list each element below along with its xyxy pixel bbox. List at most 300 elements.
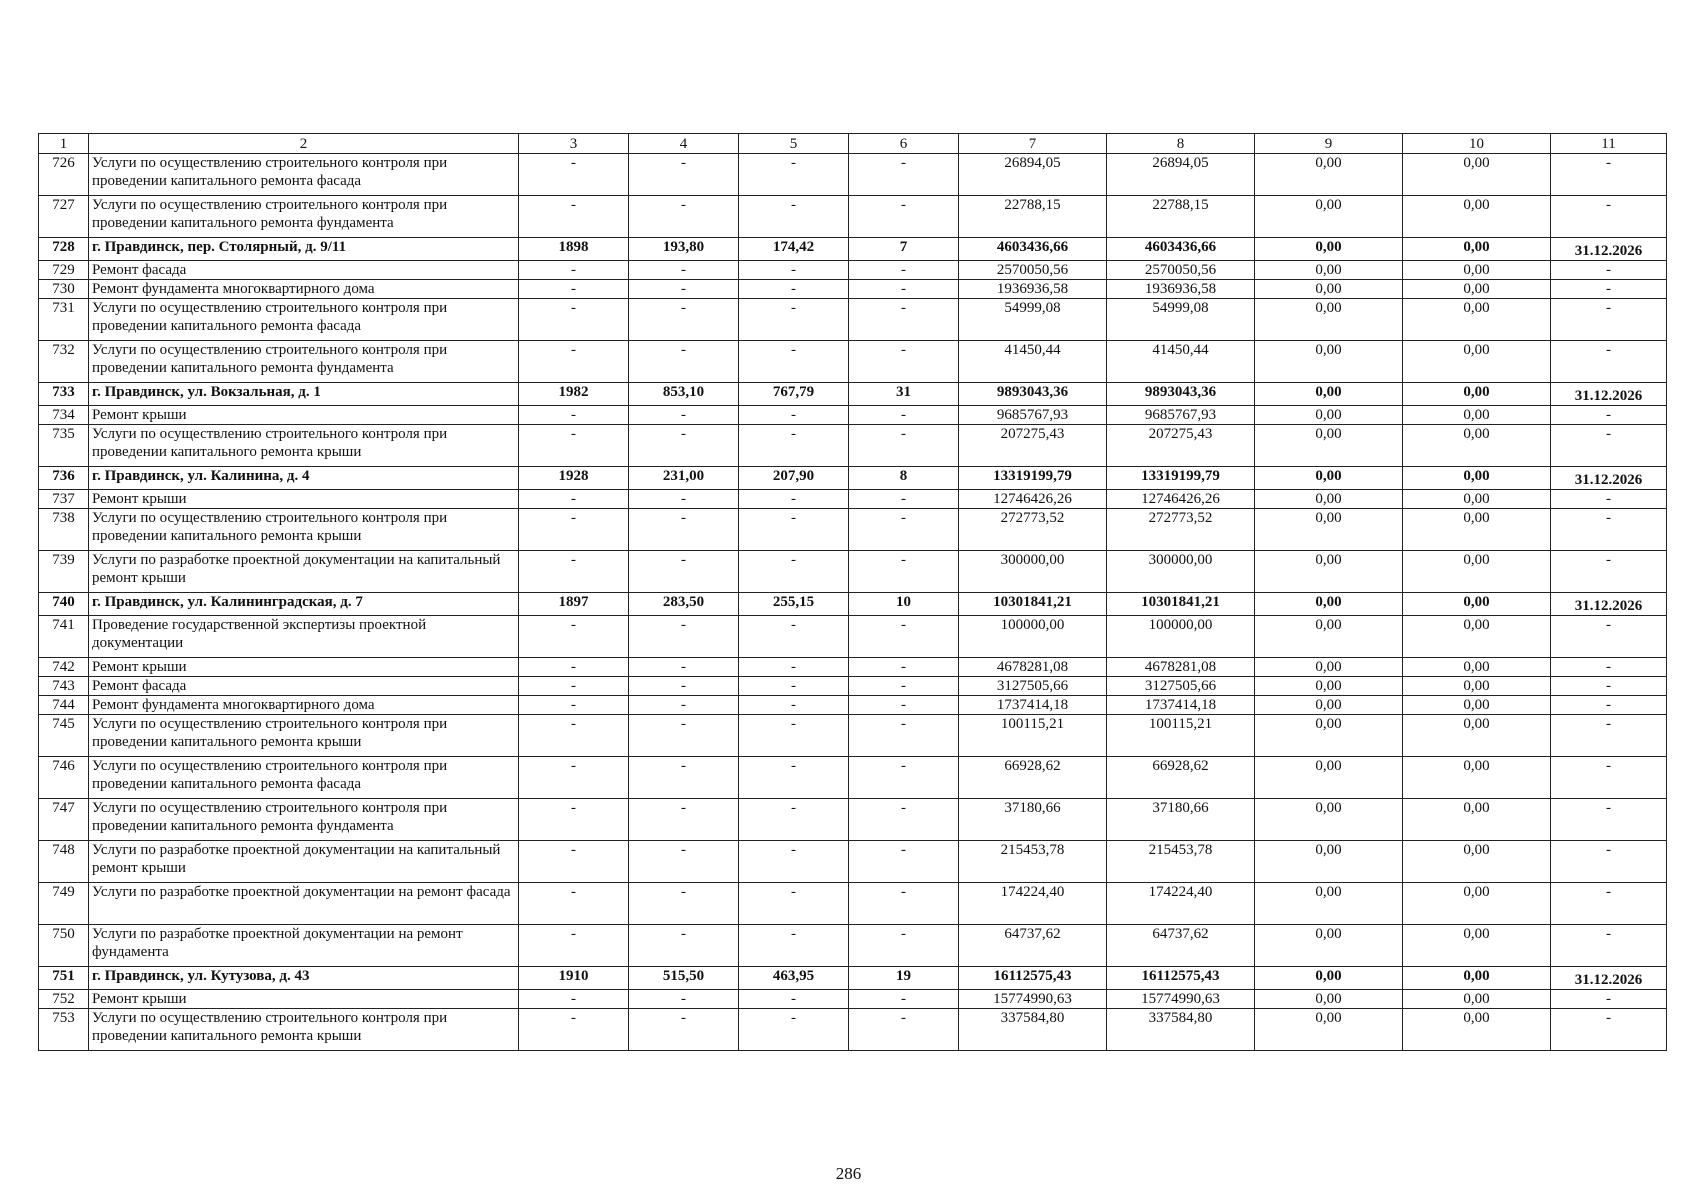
completion-date-cell: - (1551, 757, 1667, 799)
residents-count-cell: - (849, 715, 959, 757)
year-built-cell: - (519, 261, 629, 280)
fund-cost-cell: 16112575,43 (1107, 967, 1255, 990)
row-number-cell: 735 (39, 425, 89, 467)
work-item-row (39, 551, 1667, 593)
work-description-cell: Услуги по осуществлению строительного контроля при проведении капитального ремонта фасада (89, 757, 519, 799)
work-item-row (39, 925, 1667, 967)
row-number-cell: 745 (39, 715, 89, 757)
completion-date-cell: - (1551, 883, 1667, 925)
residents-count-cell: - (849, 1009, 959, 1051)
total-area-cell: - (629, 490, 739, 509)
work-description-cell: г. Правдинск, ул. Калининградская, д. 7 (89, 593, 519, 616)
fund-cost-cell: 207275,43 (1107, 425, 1255, 467)
total-cost-cell: 272773,52 (959, 509, 1107, 551)
row-number-cell: 748 (39, 841, 89, 883)
budget-cost-cell: 0,00 (1255, 841, 1403, 883)
living-area-cell: - (739, 261, 849, 280)
row-number-cell: 746 (39, 757, 89, 799)
fund-cost-cell: 2570050,56 (1107, 261, 1255, 280)
page-number: 286 (835, 1164, 862, 1183)
row-number-cell: 749 (39, 883, 89, 925)
other-cost-cell: 0,00 (1403, 196, 1551, 238)
total-area-cell: - (629, 406, 739, 425)
other-cost-cell: 0,00 (1403, 280, 1551, 299)
total-cost-cell: 64737,62 (959, 925, 1107, 967)
other-cost-cell: 0,00 (1403, 967, 1551, 990)
year-built-cell: 1898 (519, 238, 629, 261)
living-area-cell: - (739, 841, 849, 883)
other-cost-cell: 0,00 (1403, 509, 1551, 551)
work-description-cell: Ремонт фасада (89, 261, 519, 280)
total-cost-cell: 207275,43 (959, 425, 1107, 467)
residents-count-cell: 31 (849, 383, 959, 406)
total-cost-cell: 66928,62 (959, 757, 1107, 799)
total-cost-cell: 15774990,63 (959, 990, 1107, 1009)
fund-cost-cell: 100000,00 (1107, 616, 1255, 658)
year-built-cell: - (519, 841, 629, 883)
other-cost-cell: 0,00 (1403, 467, 1551, 490)
other-cost-cell: 0,00 (1403, 616, 1551, 658)
address-row (39, 383, 1667, 406)
residents-count-cell: - (849, 925, 959, 967)
total-area-cell: - (629, 154, 739, 196)
work-item-row (39, 715, 1667, 757)
work-description-cell: Услуги по разработке проектной документации на ремонт фундамента (89, 925, 519, 967)
year-built-cell: - (519, 658, 629, 677)
year-built-cell: - (519, 196, 629, 238)
total-area-cell: - (629, 261, 739, 280)
fund-cost-cell: 174224,40 (1107, 883, 1255, 925)
year-built-cell: - (519, 490, 629, 509)
work-description-cell: Услуги по осуществлению строительного контроля при проведении капитального ремонта фасада (89, 299, 519, 341)
total-cost-cell: 4603436,66 (959, 238, 1107, 261)
work-description-cell: г. Правдинск, ул. Калинина, д. 4 (89, 467, 519, 490)
year-built-cell: - (519, 990, 629, 1009)
work-description-cell: Услуги по осуществлению строительного контроля при проведении капитального ремонта крыши (89, 1009, 519, 1051)
work-description-cell: Услуги по осуществлению строительного контроля при проведении капитального ремонта фундамента (89, 799, 519, 841)
residents-count-cell: - (849, 280, 959, 299)
living-area-cell: - (739, 509, 849, 551)
row-number-cell: 737 (39, 490, 89, 509)
work-item-row (39, 883, 1667, 925)
row-number-cell: 747 (39, 799, 89, 841)
work-item-row (39, 425, 1667, 467)
other-cost-cell: 0,00 (1403, 925, 1551, 967)
living-area-cell: - (739, 757, 849, 799)
work-description-cell: Ремонт фасада (89, 677, 519, 696)
address-row (39, 967, 1667, 990)
other-cost-cell: 0,00 (1403, 1009, 1551, 1051)
fund-cost-cell: 300000,00 (1107, 551, 1255, 593)
work-description-cell: Услуги по разработке проектной документации на капитальный ремонт крыши (89, 551, 519, 593)
year-built-cell: - (519, 799, 629, 841)
work-description-cell: Услуги по осуществлению строительного контроля при проведении капитального ремонта крыши (89, 509, 519, 551)
other-cost-cell: 0,00 (1403, 551, 1551, 593)
total-cost-cell: 9893043,36 (959, 383, 1107, 406)
fund-cost-cell: 9685767,93 (1107, 406, 1255, 425)
total-area-cell: 193,80 (629, 238, 739, 261)
fund-cost-cell: 15774990,63 (1107, 990, 1255, 1009)
fund-cost-cell: 215453,78 (1107, 841, 1255, 883)
other-cost-cell: 0,00 (1403, 154, 1551, 196)
budget-cost-cell: 0,00 (1255, 154, 1403, 196)
fund-cost-cell: 100115,21 (1107, 715, 1255, 757)
other-cost-cell: 0,00 (1403, 383, 1551, 406)
column-header: 9 (1255, 134, 1403, 154)
other-cost-cell: 0,00 (1403, 341, 1551, 383)
budget-cost-cell: 0,00 (1255, 425, 1403, 467)
residents-count-cell: - (849, 154, 959, 196)
total-area-cell: - (629, 757, 739, 799)
work-description-cell: Ремонт фундамента многоквартирного дома (89, 696, 519, 715)
completion-date-cell: - (1551, 1009, 1667, 1051)
row-number-cell: 740 (39, 593, 89, 616)
completion-date-cell: - (1551, 154, 1667, 196)
living-area-cell: 174,42 (739, 238, 849, 261)
column-header: 2 (89, 134, 519, 154)
completion-date-cell: - (1551, 696, 1667, 715)
other-cost-cell: 0,00 (1403, 261, 1551, 280)
budget-cost-cell: 0,00 (1255, 383, 1403, 406)
budget-cost-cell: 0,00 (1255, 509, 1403, 551)
total-cost-cell: 100115,21 (959, 715, 1107, 757)
fund-cost-cell: 4603436,66 (1107, 238, 1255, 261)
completion-date-cell: - (1551, 715, 1667, 757)
fund-cost-cell: 26894,05 (1107, 154, 1255, 196)
total-area-cell: - (629, 841, 739, 883)
completion-date-cell: - (1551, 280, 1667, 299)
total-cost-cell: 41450,44 (959, 341, 1107, 383)
residents-count-cell: - (849, 841, 959, 883)
work-description-cell: Ремонт крыши (89, 490, 519, 509)
other-cost-cell: 0,00 (1403, 299, 1551, 341)
residents-count-cell: - (849, 757, 959, 799)
total-cost-cell: 4678281,08 (959, 658, 1107, 677)
column-header: 6 (849, 134, 959, 154)
row-number-cell: 744 (39, 696, 89, 715)
completion-date-cell: - (1551, 841, 1667, 883)
other-cost-cell: 0,00 (1403, 715, 1551, 757)
row-number-cell: 732 (39, 341, 89, 383)
budget-cost-cell: 0,00 (1255, 990, 1403, 1009)
year-built-cell: - (519, 1009, 629, 1051)
other-cost-cell: 0,00 (1403, 757, 1551, 799)
year-built-cell: 1897 (519, 593, 629, 616)
total-cost-cell: 300000,00 (959, 551, 1107, 593)
work-description-cell: Услуги по разработке проектной документации на ремонт фасада (89, 883, 519, 925)
work-item-row (39, 677, 1667, 696)
work-item-row (39, 757, 1667, 799)
column-header: 7 (959, 134, 1107, 154)
budget-cost-cell: 0,00 (1255, 715, 1403, 757)
row-number-cell: 736 (39, 467, 89, 490)
completion-date-cell: - (1551, 425, 1667, 467)
living-area-cell: - (739, 154, 849, 196)
total-area-cell: - (629, 696, 739, 715)
fund-cost-cell: 37180,66 (1107, 799, 1255, 841)
column-header: 4 (629, 134, 739, 154)
work-description-cell: Ремонт крыши (89, 990, 519, 1009)
residents-count-cell: 7 (849, 238, 959, 261)
year-built-cell: - (519, 677, 629, 696)
budget-cost-cell: 0,00 (1255, 799, 1403, 841)
work-description-cell: Услуги по осуществлению строительного контроля при проведении капитального ремонта фундамента (89, 196, 519, 238)
other-cost-cell: 0,00 (1403, 425, 1551, 467)
fund-cost-cell: 3127505,66 (1107, 677, 1255, 696)
completion-date-cell: - (1551, 551, 1667, 593)
total-area-cell: - (629, 341, 739, 383)
other-cost-cell: 0,00 (1403, 841, 1551, 883)
living-area-cell: 463,95 (739, 967, 849, 990)
living-area-cell: - (739, 883, 849, 925)
fund-cost-cell: 9893043,36 (1107, 383, 1255, 406)
column-header: 11 (1551, 134, 1667, 154)
completion-date-cell: - (1551, 261, 1667, 280)
work-item-row (39, 196, 1667, 238)
work-item-row (39, 154, 1667, 196)
residents-count-cell: - (849, 425, 959, 467)
other-cost-cell: 0,00 (1403, 490, 1551, 509)
work-item-row (39, 280, 1667, 299)
living-area-cell: - (739, 406, 849, 425)
row-number-cell: 731 (39, 299, 89, 341)
completion-date-cell: - (1551, 299, 1667, 341)
fund-cost-cell: 64737,62 (1107, 925, 1255, 967)
work-description-cell: Проведение государственной экспертизы проектной документации (89, 616, 519, 658)
budget-cost-cell: 0,00 (1255, 341, 1403, 383)
row-number-cell: 750 (39, 925, 89, 967)
year-built-cell: - (519, 925, 629, 967)
residents-count-cell: - (849, 341, 959, 383)
living-area-cell: - (739, 715, 849, 757)
completion-date-cell: 31.12.2026 (1551, 467, 1667, 490)
living-area-cell: - (739, 280, 849, 299)
residents-count-cell: - (849, 509, 959, 551)
total-cost-cell: 10301841,21 (959, 593, 1107, 616)
year-built-cell: - (519, 616, 629, 658)
total-area-cell: - (629, 196, 739, 238)
completion-date-cell: - (1551, 406, 1667, 425)
residents-count-cell: - (849, 799, 959, 841)
other-cost-cell: 0,00 (1403, 883, 1551, 925)
total-area-cell: - (629, 925, 739, 967)
row-number-cell: 727 (39, 196, 89, 238)
total-area-cell: 231,00 (629, 467, 739, 490)
total-cost-cell: 12746426,26 (959, 490, 1107, 509)
budget-cost-cell: 0,00 (1255, 616, 1403, 658)
completion-date-cell: - (1551, 509, 1667, 551)
residents-count-cell: - (849, 883, 959, 925)
row-number-cell: 738 (39, 509, 89, 551)
residents-count-cell: - (849, 696, 959, 715)
fund-cost-cell: 66928,62 (1107, 757, 1255, 799)
fund-cost-cell: 13319199,79 (1107, 467, 1255, 490)
completion-date-cell: - (1551, 925, 1667, 967)
completion-date-cell: - (1551, 990, 1667, 1009)
year-built-cell: - (519, 425, 629, 467)
other-cost-cell: 0,00 (1403, 990, 1551, 1009)
completion-date-cell: - (1551, 799, 1667, 841)
total-cost-cell: 337584,80 (959, 1009, 1107, 1051)
row-number-cell: 739 (39, 551, 89, 593)
work-description-cell: Ремонт крыши (89, 406, 519, 425)
work-item-row (39, 261, 1667, 280)
year-built-cell: - (519, 883, 629, 925)
living-area-cell: - (739, 196, 849, 238)
budget-cost-cell: 0,00 (1255, 406, 1403, 425)
total-cost-cell: 9685767,93 (959, 406, 1107, 425)
residents-count-cell: - (849, 616, 959, 658)
work-description-cell: г. Правдинск, ул. Кутузова, д. 43 (89, 967, 519, 990)
total-area-cell: - (629, 509, 739, 551)
column-header: 1 (39, 134, 89, 154)
work-description-cell: г. Правдинск, пер. Столярный, д. 9/11 (89, 238, 519, 261)
other-cost-cell: 0,00 (1403, 799, 1551, 841)
total-area-cell: - (629, 1009, 739, 1051)
work-description-cell: г. Правдинск, ул. Вокзальная, д. 1 (89, 383, 519, 406)
other-cost-cell: 0,00 (1403, 677, 1551, 696)
completion-date-cell: - (1551, 677, 1667, 696)
living-area-cell: - (739, 341, 849, 383)
total-area-cell: - (629, 551, 739, 593)
residents-count-cell: - (849, 406, 959, 425)
row-number-cell: 742 (39, 658, 89, 677)
row-number-cell: 743 (39, 677, 89, 696)
total-area-cell: - (629, 715, 739, 757)
living-area-cell: 767,79 (739, 383, 849, 406)
row-number-cell: 753 (39, 1009, 89, 1051)
fund-cost-cell: 12746426,26 (1107, 490, 1255, 509)
work-description-cell: Ремонт крыши (89, 658, 519, 677)
work-description-cell: Услуги по разработке проектной документации на капитальный ремонт крыши (89, 841, 519, 883)
living-area-cell: - (739, 696, 849, 715)
budget-cost-cell: 0,00 (1255, 925, 1403, 967)
fund-cost-cell: 4678281,08 (1107, 658, 1255, 677)
residents-count-cell: - (849, 490, 959, 509)
column-header: 10 (1403, 134, 1551, 154)
fund-cost-cell: 1737414,18 (1107, 696, 1255, 715)
other-cost-cell: 0,00 (1403, 593, 1551, 616)
total-cost-cell: 37180,66 (959, 799, 1107, 841)
year-built-cell: - (519, 715, 629, 757)
fund-cost-cell: 272773,52 (1107, 509, 1255, 551)
completion-date-cell: 31.12.2026 (1551, 967, 1667, 990)
residents-count-cell: 10 (849, 593, 959, 616)
row-number-cell: 730 (39, 280, 89, 299)
other-cost-cell: 0,00 (1403, 696, 1551, 715)
total-cost-cell: 1936936,58 (959, 280, 1107, 299)
living-area-cell: - (739, 658, 849, 677)
row-number-cell: 728 (39, 238, 89, 261)
total-area-cell: - (629, 280, 739, 299)
fund-cost-cell: 10301841,21 (1107, 593, 1255, 616)
row-number-cell: 733 (39, 383, 89, 406)
total-cost-cell: 174224,40 (959, 883, 1107, 925)
work-item-row (39, 799, 1667, 841)
total-cost-cell: 54999,08 (959, 299, 1107, 341)
row-number-cell: 752 (39, 990, 89, 1009)
total-area-cell: - (629, 799, 739, 841)
row-number-cell: 741 (39, 616, 89, 658)
year-built-cell: 1910 (519, 967, 629, 990)
living-area-cell: - (739, 299, 849, 341)
total-area-cell: 283,50 (629, 593, 739, 616)
total-cost-cell: 26894,05 (959, 154, 1107, 196)
living-area-cell: - (739, 925, 849, 967)
total-cost-cell: 215453,78 (959, 841, 1107, 883)
residents-count-cell: - (849, 551, 959, 593)
address-row (39, 238, 1667, 261)
living-area-cell: - (739, 616, 849, 658)
budget-cost-cell: 0,00 (1255, 467, 1403, 490)
work-item-row (39, 616, 1667, 658)
budget-cost-cell: 0,00 (1255, 280, 1403, 299)
budget-cost-cell: 0,00 (1255, 696, 1403, 715)
completion-date-cell: 31.12.2026 (1551, 238, 1667, 261)
work-item-row (39, 341, 1667, 383)
completion-date-cell: - (1551, 658, 1667, 677)
total-area-cell: - (629, 677, 739, 696)
residents-count-cell: - (849, 299, 959, 341)
year-built-cell: - (519, 341, 629, 383)
work-item-row (39, 696, 1667, 715)
column-header: 3 (519, 134, 629, 154)
living-area-cell: - (739, 799, 849, 841)
year-built-cell: - (519, 551, 629, 593)
work-item-row (39, 490, 1667, 509)
completion-date-cell: - (1551, 490, 1667, 509)
column-number-header-row (39, 134, 1667, 154)
repair-program-table (38, 133, 1667, 1051)
year-built-cell: - (519, 280, 629, 299)
work-item-row (39, 509, 1667, 551)
other-cost-cell: 0,00 (1403, 406, 1551, 425)
living-area-cell: - (739, 990, 849, 1009)
residents-count-cell: - (849, 196, 959, 238)
total-cost-cell: 2570050,56 (959, 261, 1107, 280)
total-cost-cell: 1737414,18 (959, 696, 1107, 715)
living-area-cell: - (739, 1009, 849, 1051)
total-area-cell: - (629, 299, 739, 341)
fund-cost-cell: 1936936,58 (1107, 280, 1255, 299)
residents-count-cell: 8 (849, 467, 959, 490)
other-cost-cell: 0,00 (1403, 658, 1551, 677)
work-description-cell: Услуги по осуществлению строительного контроля при проведении капитального ремонта фасада (89, 154, 519, 196)
year-built-cell: - (519, 509, 629, 551)
year-built-cell: - (519, 299, 629, 341)
residents-count-cell: - (849, 677, 959, 696)
work-description-cell: Услуги по осуществлению строительного контроля при проведении капитального ремонта крыши (89, 715, 519, 757)
residents-count-cell: - (849, 990, 959, 1009)
fund-cost-cell: 41450,44 (1107, 341, 1255, 383)
completion-date-cell: - (1551, 341, 1667, 383)
budget-cost-cell: 0,00 (1255, 967, 1403, 990)
living-area-cell: - (739, 425, 849, 467)
total-area-cell: 853,10 (629, 383, 739, 406)
work-item-row (39, 841, 1667, 883)
budget-cost-cell: 0,00 (1255, 299, 1403, 341)
residents-count-cell: - (849, 658, 959, 677)
residents-count-cell: 19 (849, 967, 959, 990)
work-item-row (39, 1009, 1667, 1051)
budget-cost-cell: 0,00 (1255, 490, 1403, 509)
total-area-cell: - (629, 658, 739, 677)
fund-cost-cell: 54999,08 (1107, 299, 1255, 341)
row-number-cell: 729 (39, 261, 89, 280)
completion-date-cell: 31.12.2026 (1551, 593, 1667, 616)
completion-date-cell: - (1551, 196, 1667, 238)
budget-cost-cell: 0,00 (1255, 757, 1403, 799)
